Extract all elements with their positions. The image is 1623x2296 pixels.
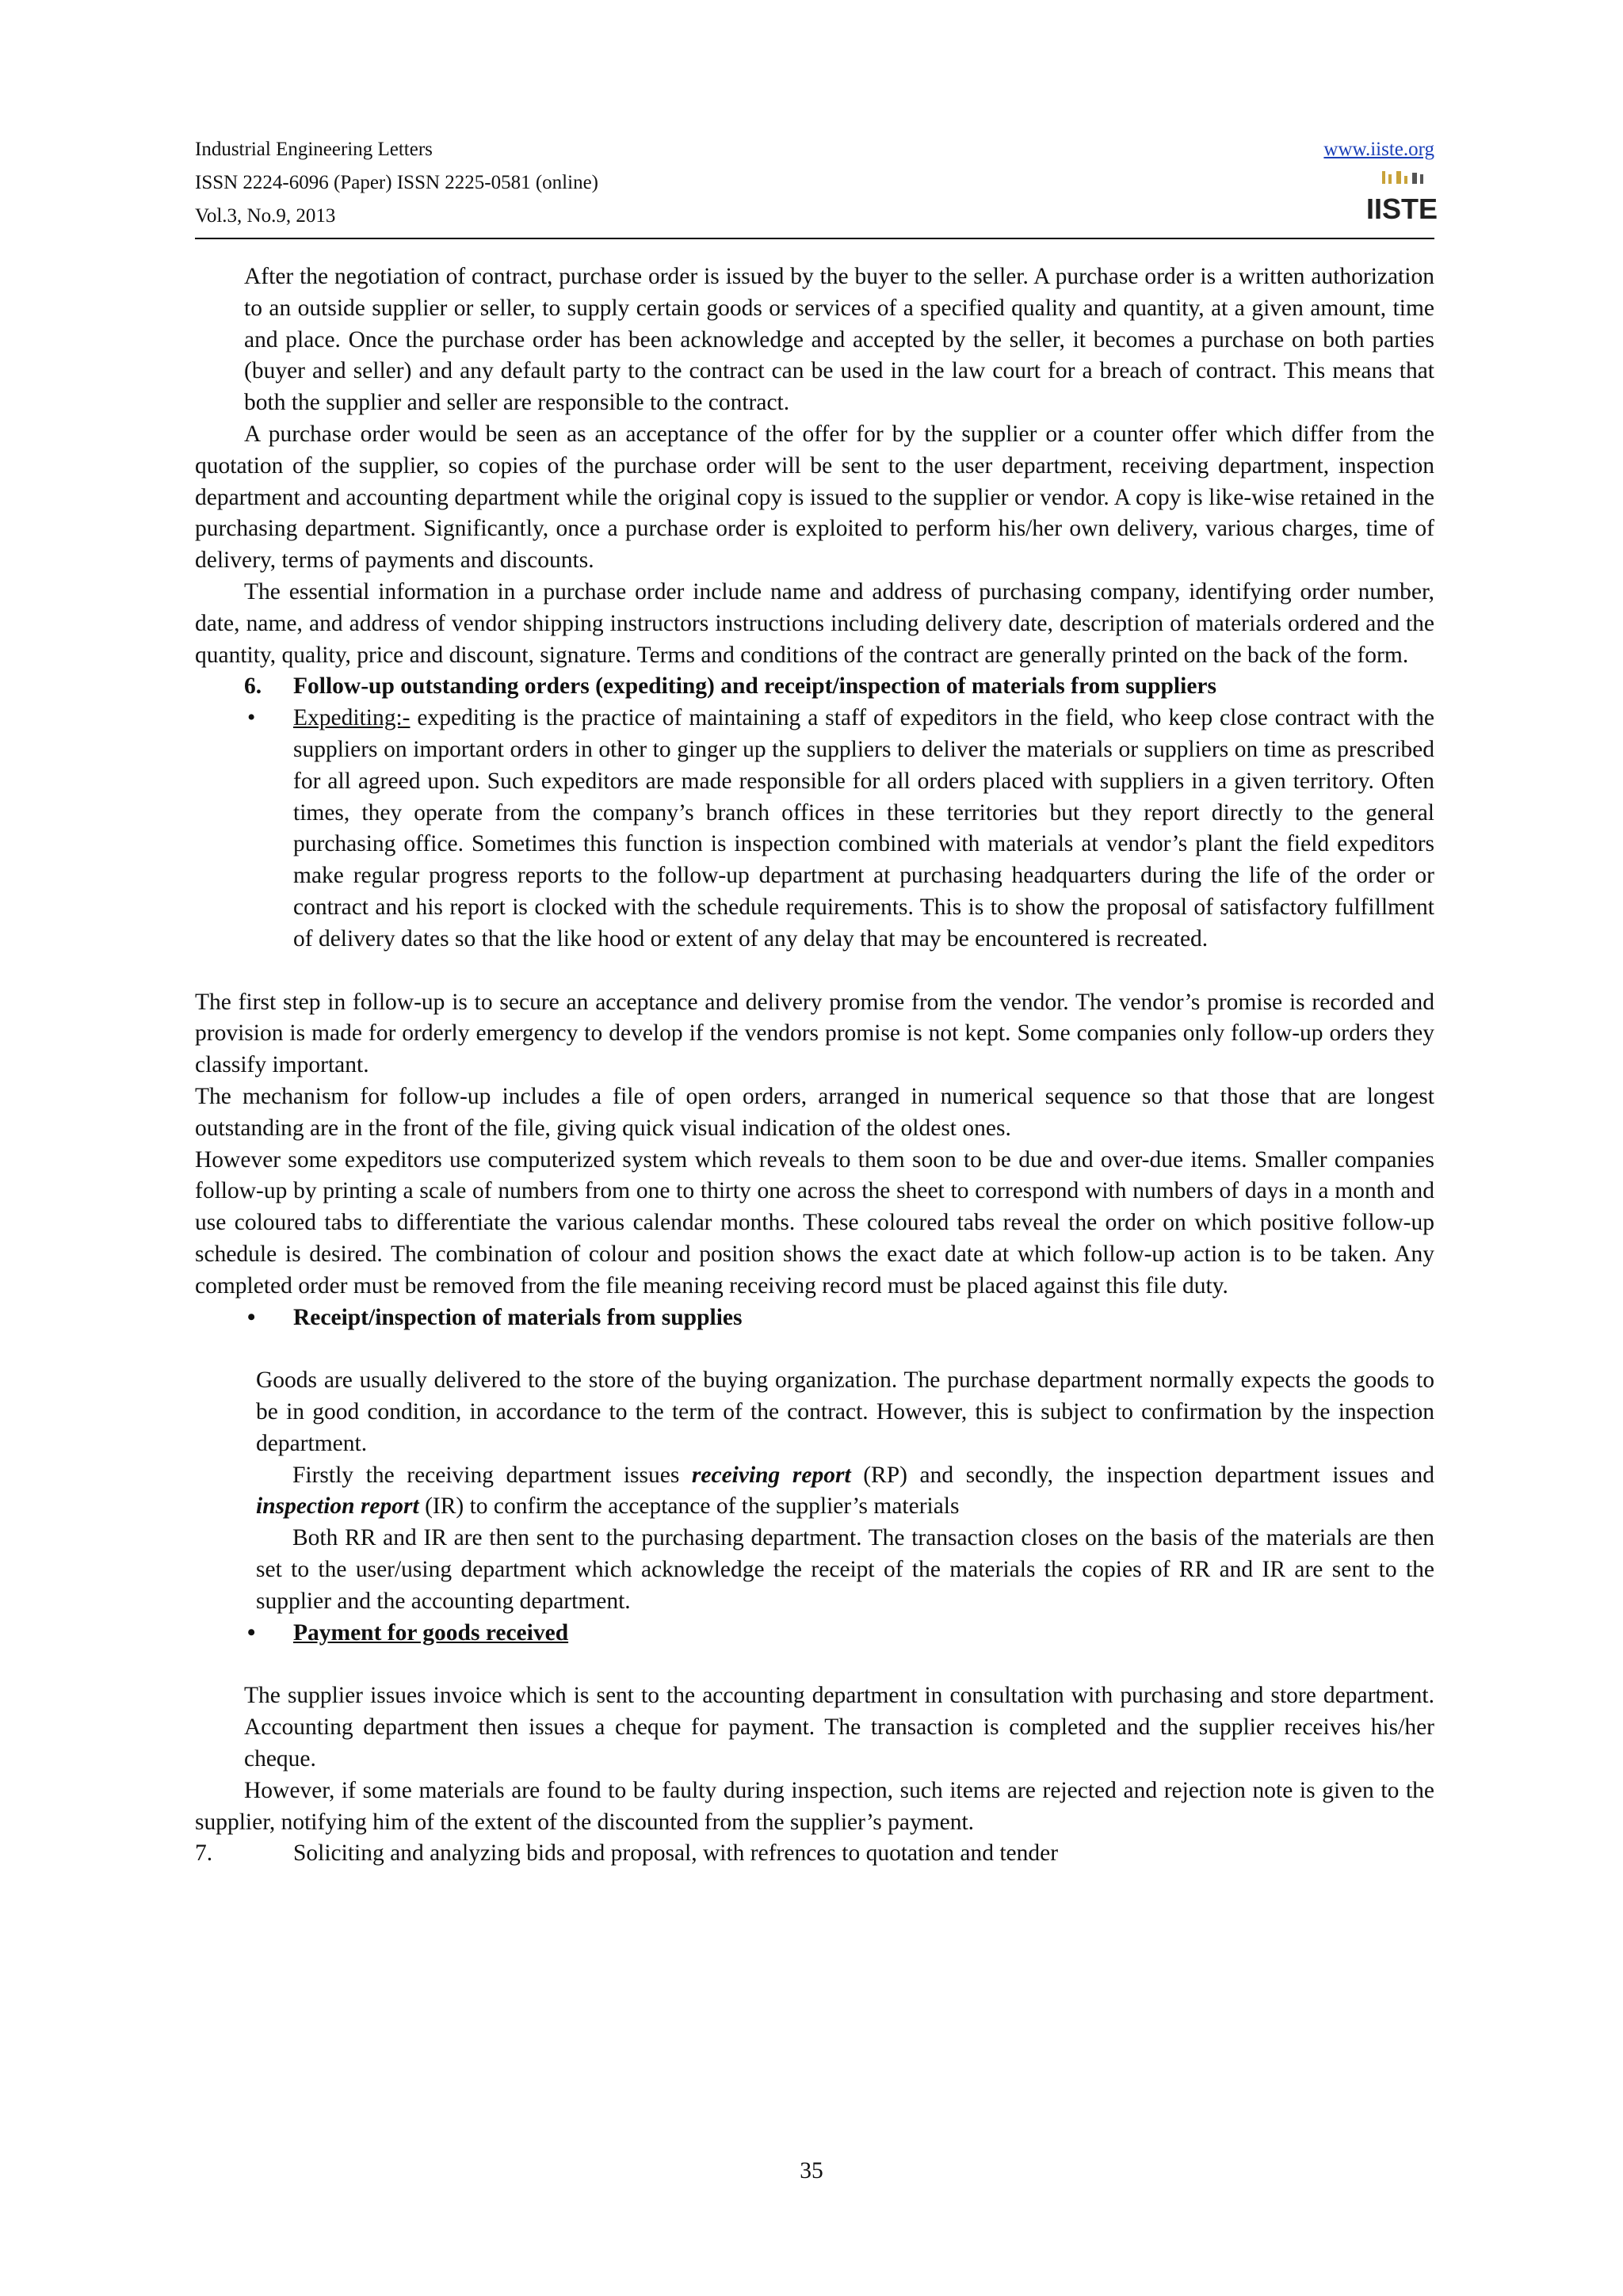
paragraph-faulty: However, if some materials are found to be faulty during inspection, such items are rejected and rejection note is given to the supplier, notifying him of the extent of the discounted from the supplier’s payment. [195, 1777, 1434, 1835]
section-6-title: Follow-up outstanding orders (expediting) and receipt/inspection of materials from suppliers [293, 673, 1216, 700]
paragraph-purchase-order: After the negotiation of contract, purchase order is issued by the buyer to the seller. A purchase order is a written authorization to an outside supplier or seller, to supply certain goods or services of a specified quality and quantity, at a given amount, time and place. Once the purchase order has been acknowledge and accepted by the seller, it becomes a purchase on both parties (buyer and seller) and any default party to the contract can be used in the law court for a breach of contract. This means that both the supplier and seller are responsible to the contract. [244, 264, 1434, 416]
bullet-icon: • [247, 1619, 256, 1646]
payment-title: Payment for goods received [293, 1619, 569, 1646]
volume-line: Vol.3, No.9, 2013 [195, 205, 336, 227]
paragraph-receiving-report [195, 1460, 1434, 1524]
section-6-heading [195, 671, 1434, 703]
text-span: (RP) and secondly, the inspection department issues and [850, 1462, 1434, 1488]
issn-line: ISSN 2224-6096 (Paper) ISSN 2225-0581 (online) [195, 172, 598, 193]
journal-title: Industrial Engineering Letters [195, 139, 433, 160]
expediting-text: expediting is the practice of maintaining a staff of expeditors in the field, who keep close contract with the suppliers on important orders in other to ginger up the suppliers to deliver the materials or suppliers on time as prescribed for all agreed upon. Such expeditors are made responsible for all orders placed with suppliers in a given territory. Often times, they operate from the company’s branch offices in these territories but they report directly to the general purchasing office. Sometimes this function is inspection combined with materials at vendor’s plant the field expeditors make regular progress reports to the follow-up department at purchasing headquarters during the life of the order or contract and his report is clocked with the schedule requirements. This is to show the proposal of satisfactory fulfillment of delivery dates so that the like hood or extent of any delay that may be encountered is recreated. [293, 705, 1434, 952]
paragraph-rr-ir: Both RR and IR are then sent to the purchasing department. The transaction closes on the basis of the materials are then set to the user/using department which acknowledge the receipt of the materials the copies of RR and IR are sent to the supplier and the accounting department. [256, 1525, 1434, 1614]
page-number: 35 [800, 2158, 823, 2183]
logo-text: IISTE [1365, 193, 1438, 225]
bullet-icon: • [247, 705, 256, 731]
paragraph-computerized: However some expeditors use computerized system which reveals to them soon to be due and over-due items. Smaller companies follow-up by printing a scale of numbers from one to thirty one across the sheet to correspond with numbers of days in a month and use coloured tabs to differentiate the various calendar months. These coloured tabs reveal the order on which positive follow-up schedule is desired. The combination of colour and position shows the exact date at which follow-up action is to be taken. Any completed order must be removed from the file meaning receiving record must be placed against this file duty. [195, 1146, 1434, 1299]
journal-url-link[interactable]: www.iiste.org [1323, 139, 1434, 160]
paragraph-goods-delivered: Goods are usually delivered to the store of the buying organization. The purchase department normally expects the goods to be in good condition, in accordance to the term of the contract. However, this is subject to confirmation by the inspection department. [256, 1367, 1434, 1456]
paragraph-invoice: The supplier issues invoice which is sent to the accounting department in consultation with purchasing and store department. Accounting department then issues a cheque for payment. The transaction is completed and the supplier receives his/her cheque. [244, 1683, 1434, 1772]
receipt-heading [195, 1302, 1434, 1334]
receiving-report-term: receiving report [691, 1462, 851, 1488]
section-7-title: Soliciting and analyzing bids and proposal, with refrences to quotation and tender [293, 1840, 1059, 1867]
paragraph-acceptance: A purchase order would be seen as an acceptance of the offer for by the supplier or a counter offer which differ from the quotation of the supplier, so copies of the purchase order will be sent to the user department, receiving department, inspection department and accounting department while the original copy is issued to the supplier or vendor. A copy is like-wise retained in the purchasing department. Significantly, once a purchase order is exploited to perform his/her own delivery, various charges, time of delivery, terms of payments and discounts. [195, 421, 1434, 574]
expediting-item [195, 703, 1434, 955]
paragraph-essential-info: The essential information in a purchase order include name and address of purchasing company, identifying order number, date, name, and address of vendor shipping instructors instructions including delivery date, description of materials ordered and the quantity, quality, price and discount, signature. Terms and conditions of the contract are generally printed on the back of the form. [195, 578, 1434, 668]
receipt-title: Receipt/inspection of materials from supplies [293, 1304, 743, 1330]
spacer [195, 1649, 1434, 1680]
spacer [195, 955, 1434, 987]
section-7-number: 7. [195, 1840, 213, 1867]
spacer [195, 1333, 1434, 1365]
expediting-label: Expediting:- [293, 705, 411, 731]
header-rule [195, 238, 1434, 239]
inspection-report-term: inspection report [256, 1493, 419, 1520]
article-body [195, 261, 1434, 1870]
text-span: Firstly the receiving department issues [292, 1462, 692, 1488]
section-6-number: 6. [244, 673, 262, 700]
iiste-logo [1365, 170, 1438, 225]
paragraph-mechanism: The mechanism for follow-up includes a file of open orders, arranged in numerical sequence so that those that are longest outstanding are in the front of the file, giving quick visual indication of the oldest ones. [195, 1083, 1434, 1141]
paragraph-first-step: The first step in follow-up is to secure an acceptance and delivery promise from the vendor. The vendor’s promise is recorded and provision is made for orderly emergency to develop if the vendors promise is not kept. Some companies only follow-up orders they classify important. [195, 989, 1434, 1078]
text-span: (IR) to confirm the acceptance of the supplier’s materials [418, 1493, 960, 1520]
section-7-heading [195, 1838, 1434, 1870]
payment-heading [195, 1618, 1434, 1650]
bullet-icon: • [247, 1304, 256, 1330]
